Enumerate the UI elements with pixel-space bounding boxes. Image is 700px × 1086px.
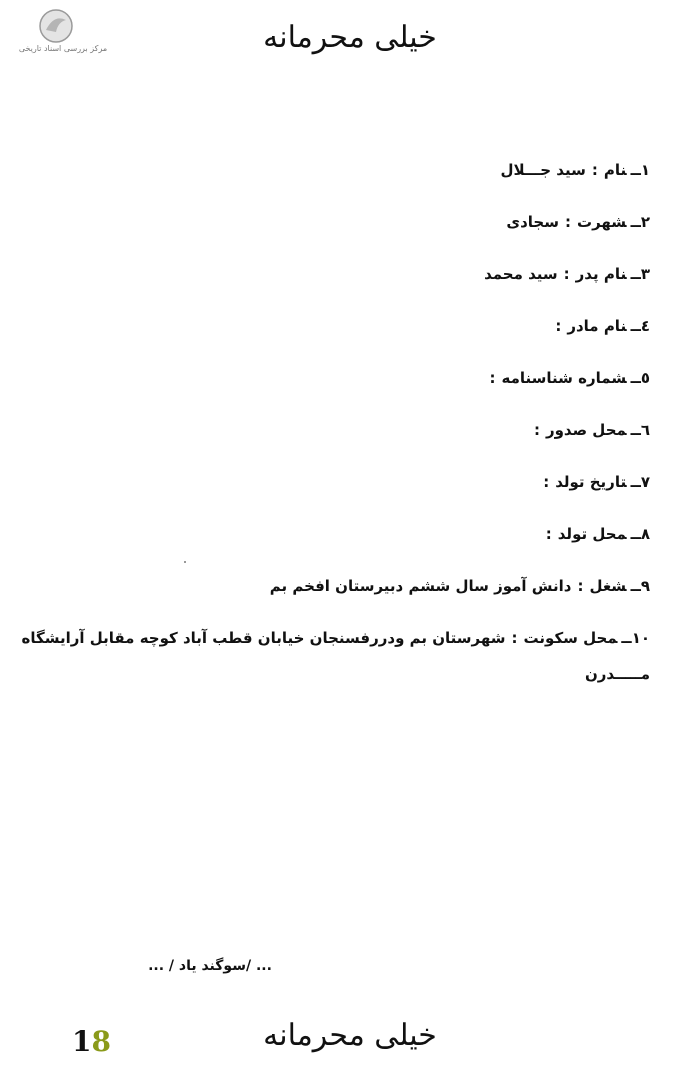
field-number: ۲ــ [630, 213, 650, 231]
field-place-of-issue: ٦ــمحل صدور: [533, 421, 650, 439]
field-value: سجادی [506, 213, 559, 231]
field-label: تاریخ تولد [555, 473, 627, 491]
field-label: محل سکونت [523, 629, 618, 647]
field-residence: ۱۰ــمحل سکونت:شهرستان بم ودررفسنجان خیابان قطب آباد کوچه مقابل آرایشگاه [21, 629, 650, 647]
footer-title: خیلی محرمانه [263, 1018, 437, 1053]
oath-line: ... /سوگند یاد / ... [148, 958, 272, 974]
field-value: سید جـــلال [500, 161, 586, 179]
field-label: نام مادر [567, 317, 627, 335]
field-birth-place: ۸ــمحل تولد: [545, 525, 650, 543]
scan-speck [184, 561, 186, 563]
field-name: ۱ــنام:سید جـــلال [500, 161, 650, 179]
field-number: ۱ــ [630, 161, 650, 179]
field-number: ٥ــ [630, 369, 650, 387]
field-label: محل صدور [545, 421, 627, 439]
field-number: ٤ــ [630, 317, 650, 335]
personal-info-list [21, 155, 650, 699]
field-mother-name: ٤ــنام مادر: [555, 317, 650, 335]
page-number-digit-highlight: 8 [91, 1025, 111, 1058]
field-number: ۹ــ [630, 577, 650, 595]
field-occupation: ۹ــشغل:دانش آموز سال ششم دبیرستان افخم بم [269, 577, 650, 595]
address-continuation: مـــــدرن [584, 665, 650, 683]
field-number: ۷ــ [630, 473, 650, 491]
field-father-name: ۳ــنام پدر:سید محمد [484, 265, 650, 283]
field-label: محل تولد [557, 525, 627, 543]
header-title: خیلی محرمانه [263, 20, 437, 55]
field-number: ۱۰ــ [621, 629, 650, 647]
field-value: شهرستان بم ودررفسنجان خیابان قطب آباد کوچه مقابل آرایشگاه [21, 629, 506, 647]
field-label: شهرت [577, 213, 627, 231]
field-id-number: ٥ــشماره شناسنامه: [489, 369, 650, 387]
field-number: ۸ــ [630, 525, 650, 543]
field-surname: ۲ــشهرت:سجادی [506, 213, 650, 231]
field-value: دانش آموز سال ششم دبیرستان افخم بم [269, 577, 572, 595]
field-number: ۳ــ [630, 265, 650, 283]
field-value: سید محمد [484, 265, 558, 283]
field-number: ٦ــ [630, 421, 650, 439]
field-label: نام پدر [575, 265, 627, 283]
field-birth-date: ۷ــتاریخ تولد: [543, 473, 650, 491]
field-label: شماره شناسنامه [501, 369, 627, 387]
page-number-digit: 1 [72, 1025, 92, 1058]
logo-text: مرکز بررسی اسناد تاریخی [18, 44, 108, 53]
field-label: شغل [589, 577, 627, 595]
field-label: نام [603, 161, 627, 179]
